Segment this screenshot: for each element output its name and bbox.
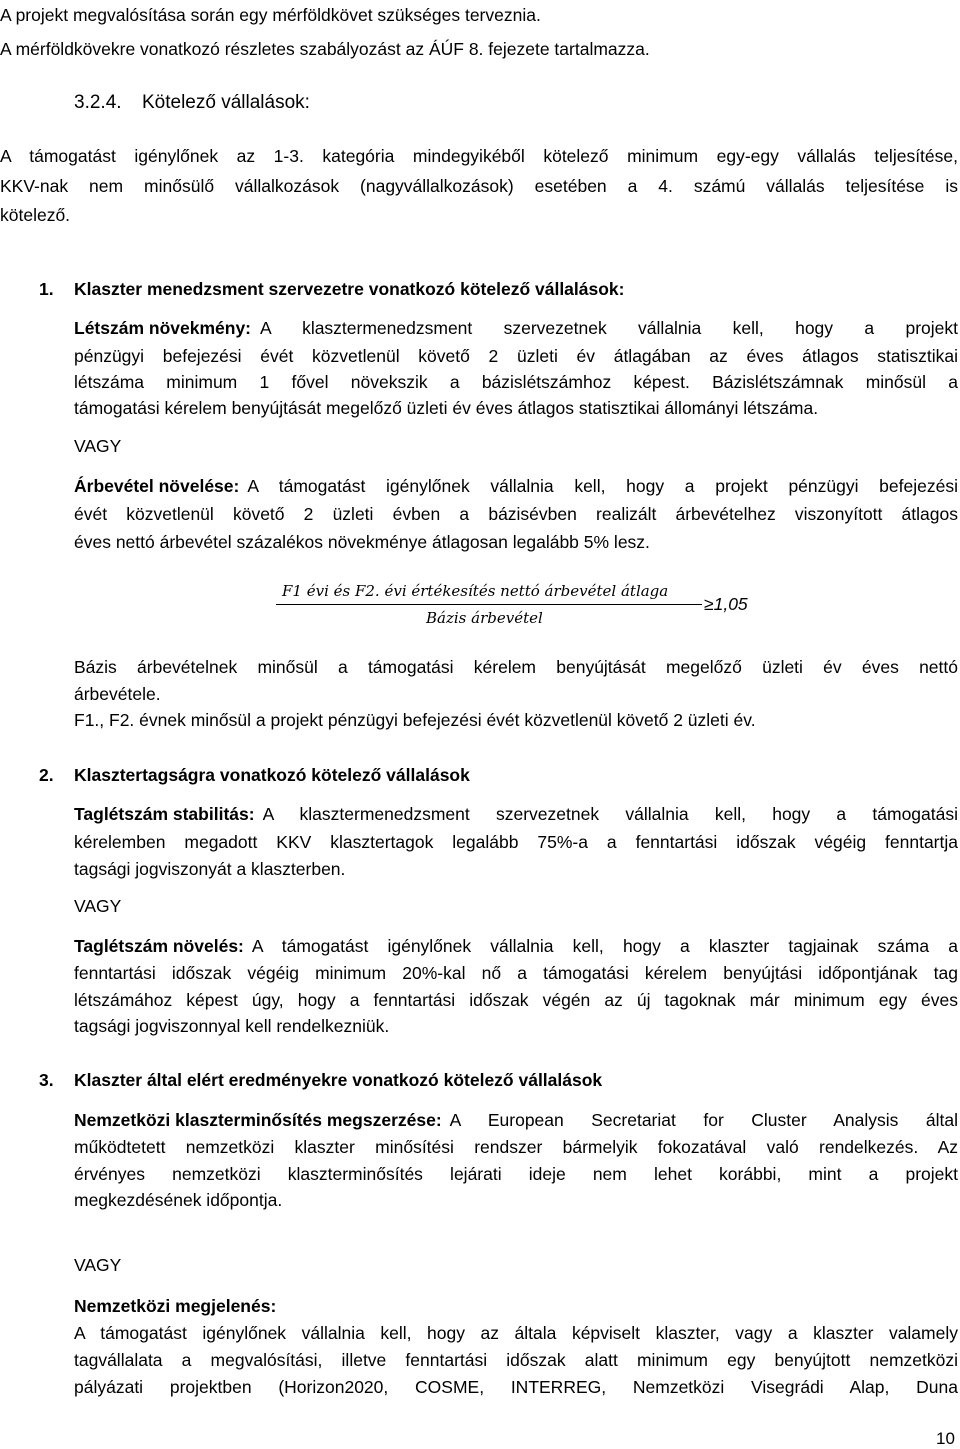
- item-1-p1-line-4: támogatási kérelem benyújtását megelőző üzleti év éves átlagos statisztikai állományi létszáma.: [74, 398, 819, 418]
- item-1-heading: Klaszter menedzsment szervezetre vonatkozó kötelező vállalások:: [74, 279, 625, 299]
- item-2-p1-line-1: [74, 804, 958, 825]
- item-3-heading: Klaszter által elért eredményekre vonatkozó kötelező vállalások: [74, 1070, 603, 1090]
- item-2-p2-label: Taglétszám növelés:: [74, 936, 244, 956]
- intro-line-2: A mérföldkövekre vonatkozó részletes szabályozást az ÁÚF 8. fejezete tartalmazza.: [0, 39, 650, 59]
- item-3-or: VAGY: [74, 1255, 122, 1275]
- item-2-number: 2.: [39, 765, 54, 785]
- item-3-p2-line-3: pályázati projektben (Horizon2020, COSME, INTERREG, Nemzetközi Visegrádi Alap, Duna: [74, 1377, 958, 1397]
- item-1-p1-line-2: pénzügyi befejezési évét közvetlenül követő 2 üzleti év átlagában az éves átlagos statisztikai: [74, 346, 958, 366]
- formula-denominator: Bázis árbevétel: [426, 609, 543, 627]
- item-2-or: VAGY: [74, 896, 122, 916]
- lead-line-1: A támogatást igénylőnek az 1-3. kategória mindegyikéből kötelező minimum egy-egy vállalás teljesítése,: [0, 146, 958, 166]
- item-1-p1-text-1: A klasztermenedzsment szervezetnek vállalnia kell, hogy a projekt: [260, 318, 958, 338]
- item-3-p1-text-1: A European Secretariat for Cluster Analysis által: [449, 1110, 958, 1130]
- item-3-p2-line-2: tagvállalata a megvalósítási, illetve fenntartási időszak alatt minimum egy benyújtott nemzetközi: [74, 1350, 958, 1370]
- item-1-number: 1.: [39, 279, 54, 299]
- item-2-heading: Klasztertagságra vonatkozó kötelező vállalások: [74, 765, 470, 785]
- item-1-p2-line-2: évét közvetlenül követő 2 üzleti évben a bázisévben realizált árbevételhez viszonyított átlagos: [74, 504, 958, 524]
- item-2-p2-text-1: A támogatást igénylőnek vállalnia kell, hogy a klaszter tagjainak száma a: [251, 936, 958, 956]
- item-1-p1-line-3: létszáma minimum 1 fővel növekszik a bázislétszámhoz képest. Bázislétszámnak minősül a: [74, 372, 958, 392]
- item-2-p2-line-4: tagsági jogviszonnyal kell rendelkezniük.: [74, 1016, 390, 1036]
- item-1-p3-line-1: Bázis árbevételnek minősül a támogatási kérelem benyújtását megelőző üzleti év éves nettó: [74, 657, 958, 677]
- item-3-p1-line-3: érvényes nemzetközi klaszterminősítés lejárati ideje nem lehet korábbi, mint a projekt: [74, 1164, 958, 1184]
- section-title: Kötelező vállalások:: [142, 92, 310, 113]
- lead-line-2: KKV-nak nem minősülő vállalkozások (nagyvállalkozások) esetében a 4. számú vállalás teljesítése is: [0, 176, 958, 196]
- item-1-p2-label: Árbevétel növelése:: [74, 476, 240, 496]
- item-3-p2-label: Nemzetközi megjelenés:: [74, 1296, 277, 1316]
- lead-line-3: kötelező.: [0, 205, 71, 225]
- item-2-p1-line-3: tagsági jogviszonyát a klaszterben.: [74, 859, 346, 879]
- item-1-p3-line-2: árbevétele.: [74, 684, 161, 704]
- item-2-p2-line-1: [74, 936, 958, 957]
- item-2-p2-line-3: létszámához képest úgy, hogy a fenntartási időszak végén az új tagoknak már minimum egy éves: [74, 990, 958, 1010]
- item-1-p2-line-3: éves nettó árbevétel százalékos növekménye átlagosan legalább 5% lesz.: [74, 532, 650, 552]
- item-1-or: VAGY: [74, 436, 122, 456]
- item-2-p1-label: Taglétszám stabilitás:: [74, 804, 255, 824]
- section-number: 3.2.4.: [74, 92, 122, 113]
- item-2-p1-line-2: kérelemben megadott KKV klasztertagok legalább 75%-a a fenntartási időszak végéig fenntartja: [74, 832, 958, 852]
- item-1-p1-line-1: [74, 318, 958, 339]
- page-number: 10: [936, 1429, 955, 1448]
- item-1-p2-line-1: [74, 476, 958, 497]
- item-2-p1-text-1: A klasztermenedzsment szervezetnek vállalnia kell, hogy a támogatási: [262, 804, 958, 824]
- item-3-p1-line-4: megkezdésének időpontja.: [74, 1190, 283, 1210]
- intro-line-1: A projekt megvalósítása során egy mérföldkövet szükséges terveznia.: [0, 5, 541, 25]
- formula-rhs: ≥1,05: [704, 594, 748, 614]
- item-2-p2-line-2: fenntartási időszak végéig minimum 20%-kal nő a támogatási kérelem benyújtási időpontjának tag: [74, 963, 958, 983]
- formula-numerator: F1 évi és F2. évi értékesítés nettó árbevétel átlaga: [282, 582, 669, 600]
- item-1-p2-text-1: A támogatást igénylőnek vállalnia kell, hogy a projekt pénzügyi befejezési: [247, 476, 958, 496]
- item-3-p1-line-2: működtetett nemzetközi klaszter minősítési rendszer bármelyik fokozatával való rendelkezés. Az: [74, 1137, 958, 1157]
- formula-fraction-line: [276, 604, 702, 605]
- item-3-number: 3.: [39, 1070, 54, 1090]
- item-3-p1-label: Nemzetközi klaszterminősítés megszerzése:: [74, 1110, 442, 1130]
- item-1-p1-label: Létszám növekmény:: [74, 318, 252, 338]
- item-3-p1-line-1: [74, 1110, 958, 1131]
- item-3-p2-line-1: A támogatást igénylőnek vállalnia kell, hogy az általa képviselt klaszter, vagy a klaszter valamely: [74, 1323, 958, 1343]
- item-1-p3-line-3: F1., F2. évnek minősül a projekt pénzügyi befejezési évét közvetlenül követő 2 üzleti év.: [74, 710, 756, 730]
